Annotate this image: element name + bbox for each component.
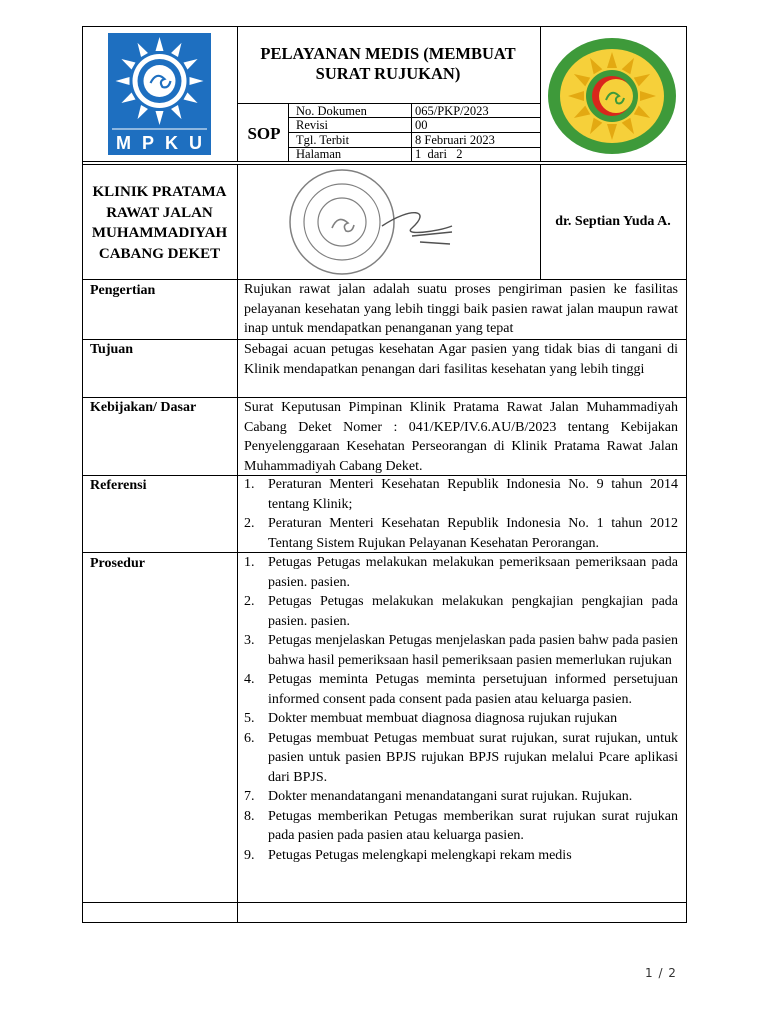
meta-value-halaman: 1 dari 2 [415,147,463,161]
mpku-logo-text: MPKU [116,133,213,153]
referensi-list [244,475,678,553]
label-tujuan: Tujuan [90,342,134,357]
tujuan-text: Sebagai acuan petugas kesehatan Agar pasien yang tidak bias di tangani di Klinik mendapatkan penangan dari fasilitas kesehatan yang lebih tinggi [244,342,678,377]
label-referensi: Referensi [90,478,147,493]
page-number: 1 / 2 [645,966,677,980]
label-prosedur: Prosedur [90,556,145,571]
prosedur-list [244,553,678,865]
clinic-name: KLINIK PRATAMA RAWAT JALAN MUHAMMADIYAH CABANG DEKET [91,184,228,262]
signatory-name: dr. Septian Yuda A. [555,214,671,229]
prosedur-item: 5. Dokter membuat membuat diagnosa diagnosa rujukan rujukan [244,711,618,726]
prosedur-item: 1. Petugas Petugas melakukan melakukan pemeriksaan pemeriksaan pada pasien. pasien. [244,555,678,590]
document-title: PELAYANAN MEDIS (MEMBUAT SURAT RUJUKAN) [260,44,516,83]
meta-label-halaman: Halaman [296,147,342,161]
prosedur-item: 7. Dokter menandatangani menandatangani surat rujukan. Rujukan. [244,789,633,804]
meta-value-no-dokumen: 065/PKP/2023 [415,104,489,118]
meta-value-tgl-terbit: 8 Februari 2023 [415,133,495,147]
prosedur-item: 8. Petugas memberikan Petugas memberikan surat rujukan surat rujukan pada pasien pada pasien atau keluarga pasien. [244,808,678,843]
meta-label-revisi: Revisi [296,118,328,132]
prosedur-item: 6. Petugas membuat Petugas membuat surat rujukan, surat rujukan, untuk pasien untuk pasien BPJS rujukan BPJS rujukan melalui Pcare aplikasi dari BPJS. [244,730,678,785]
prosedur-item: 2. Petugas Petugas melakukan melakukan pengkajian pengkajian pada pasien. pasien. [244,594,678,629]
meta-label-tgl-terbit: Tgl. Terbit [296,133,350,147]
prosedur-item: 3. Petugas menjelaskan Petugas menjelaskan pada pasien bahw pada pasien bahwa hasil pemeriksaan hasil pemeriksaan pasien memerlukan rujukan [244,633,678,668]
clinic-stamp [262,166,472,276]
sop-label: SOP [247,124,281,143]
meta-label-no-dokumen: No. Dokumen [296,104,367,118]
pengertian-text: Rujukan rawat jalan adalah suatu proses pengiriman pasien ke fasilitas pelayanan kesehatan yang lebih tinggi baik pasien rawat jalan maupun rawat inap untuk mendapatkan penanganan yang tepat [244,282,678,336]
meta-value-revisi: 00 [415,118,428,132]
label-pengertian: Pengertian [90,283,156,298]
referensi-item: 2. Peraturan Menteri Kesehatan Republik Indonesia No. 1 tahun 2012 Tentang Sistem Rujukan Pelayanan Kesehatan Perorangan. [244,516,678,551]
referensi-item: 1. Peraturan Menteri Kesehatan Republik Indonesia No. 9 tahun 2014 tentang Klinik; [244,477,678,512]
kebijakan-text: Surat Keputusan Pimpinan Klinik Pratama Rawat Jalan Muhammadiyah Cabang Deket Nomer : 041/KEP/IV.6.AU/B/2023 tentang Kebijakan Penyelenggaraan Kesehatan Perseorangan di Klinik Pratama Rawat Jalan Muhammadiyah Cabang Deket. [244,400,678,474]
prosedur-item: 9. Petugas Petugas melengkapi melengkapi rekam medis [244,847,572,863]
prosedur-item: 4. Petugas meminta Petugas meminta persetujuan informed persetujuan informed consent pada consent pada pasien atau keluarga pasien. [244,672,678,707]
clinic-emblem-logo [546,36,678,156]
label-kebijakan: Kebijakan/ Dasar [90,400,197,415]
